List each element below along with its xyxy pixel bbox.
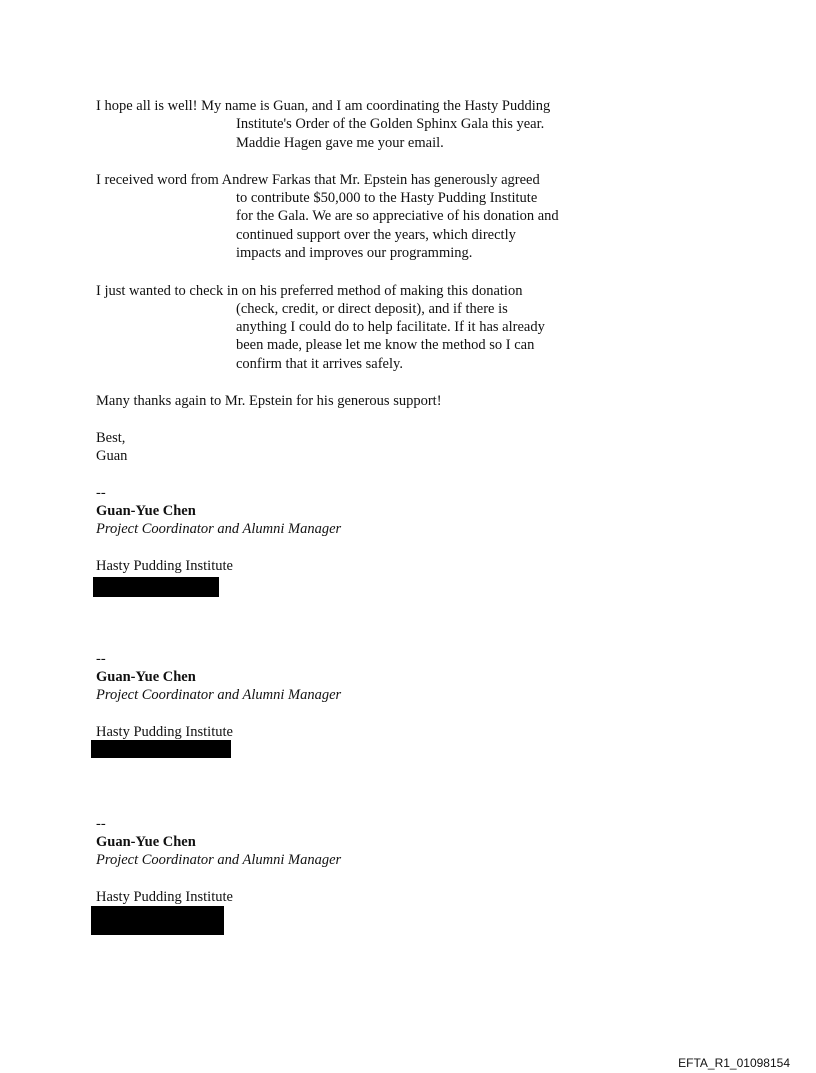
body-line: I hope all is well! My name is Guan, and I am coordinating the Hasty Pudding — [96, 98, 551, 114]
signature-title: Project Coordinator and Alumni Manager — [96, 852, 342, 868]
body-line: for the Gala. We are so appreciative of his donation and — [236, 208, 559, 224]
body-line: impacts and improves our programming. — [236, 245, 473, 261]
body-line: I just wanted to check in on his preferred method of making this donation — [96, 283, 523, 299]
redaction-box — [93, 577, 219, 597]
body-line: I received word from Andrew Farkas that Mr. Epstein has generously agreed — [96, 172, 540, 188]
redaction-box — [91, 740, 231, 758]
body-line: Institute's Order of the Golden Sphinx Gala this year. — [236, 116, 545, 132]
body-line: anything I could do to help facilitate. If it has already — [236, 319, 545, 335]
closing-line: Best, — [96, 430, 126, 446]
body-line: to contribute $50,000 to the Hasty Pudding Institute — [236, 190, 538, 206]
signature-name: Guan-Yue Chen — [96, 669, 196, 685]
document-id: EFTA_R1_01098154 — [678, 1056, 790, 1070]
signature-separator: -- — [96, 485, 106, 501]
body-line: continued support over the years, which directly — [236, 227, 516, 243]
signature-organization: Hasty Pudding Institute — [96, 889, 233, 905]
signature-name: Guan-Yue Chen — [96, 503, 196, 519]
body-line: been made, please let me know the method so I can — [236, 337, 535, 353]
sender-name: Guan — [96, 448, 128, 464]
body-line: Maddie Hagen gave me your email. — [236, 135, 444, 151]
body-line: (check, credit, or direct deposit), and if there is — [236, 301, 508, 317]
signature-separator: -- — [96, 816, 106, 832]
body-line: confirm that it arrives safely. — [236, 356, 403, 372]
signature-organization: Hasty Pudding Institute — [96, 558, 233, 574]
signature-name: Guan-Yue Chen — [96, 834, 196, 850]
signature-title: Project Coordinator and Alumni Manager — [96, 521, 342, 537]
redaction-box — [91, 906, 224, 935]
body-line: Many thanks again to Mr. Epstein for his generous support! — [96, 393, 442, 409]
signature-organization: Hasty Pudding Institute — [96, 724, 233, 740]
signature-separator: -- — [96, 651, 106, 667]
signature-title: Project Coordinator and Alumni Manager — [96, 687, 342, 703]
